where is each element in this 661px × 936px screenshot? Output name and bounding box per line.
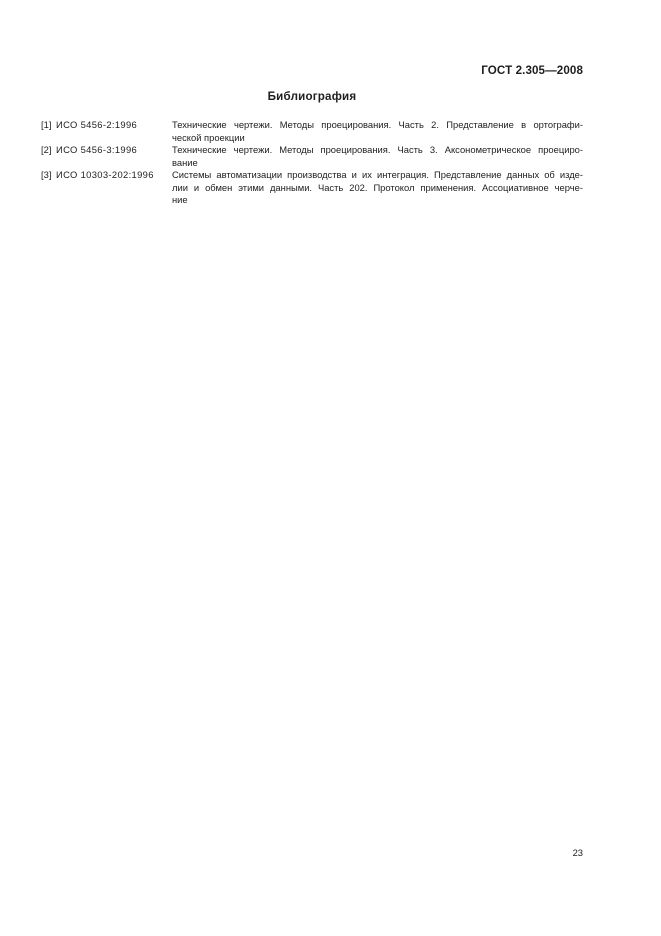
page-number: 23 — [572, 847, 583, 858]
entry-description-line: Технические чертежи. Методы проецирования. Часть 3. Аксонометрическое проециро- — [172, 144, 583, 155]
entry-code: ИСО 5456-2:1996 — [56, 119, 138, 130]
bibliography-entry — [41, 144, 583, 169]
entry-code: ИСО 5456-3:1996 — [56, 144, 138, 155]
entry-description — [172, 119, 583, 144]
entry-ref: [1] — [41, 119, 52, 130]
entry-code: ИСО 10303-202:1996 — [56, 169, 154, 180]
standard-code: ГОСТ 2.305—2008 — [481, 64, 583, 77]
bibliography-list — [41, 119, 583, 207]
bibliography-entry — [41, 119, 583, 144]
entry-ref: [3] — [41, 169, 52, 180]
entry-description-line: Технические чертежи. Методы проецирования. Часть 2. Представление в ортографи- — [172, 119, 583, 130]
entry-description — [172, 144, 583, 169]
bibliography-title: Библиография — [267, 90, 357, 103]
entry-ref: [2] — [41, 144, 52, 155]
entry-description-line: ческой проекции — [172, 131, 245, 143]
entry-description — [172, 169, 583, 207]
entry-description-line: лии и обмен этими данными. Часть 202. Протокол применения. Ассоциативное черче- — [172, 181, 583, 193]
entry-description-line: вание — [172, 156, 198, 168]
entry-description-line: ние — [172, 194, 188, 205]
bibliography-entry — [41, 169, 583, 207]
entry-description-line: Системы автоматизации производства и их интеграция. Представление данных об изде- — [172, 169, 583, 180]
